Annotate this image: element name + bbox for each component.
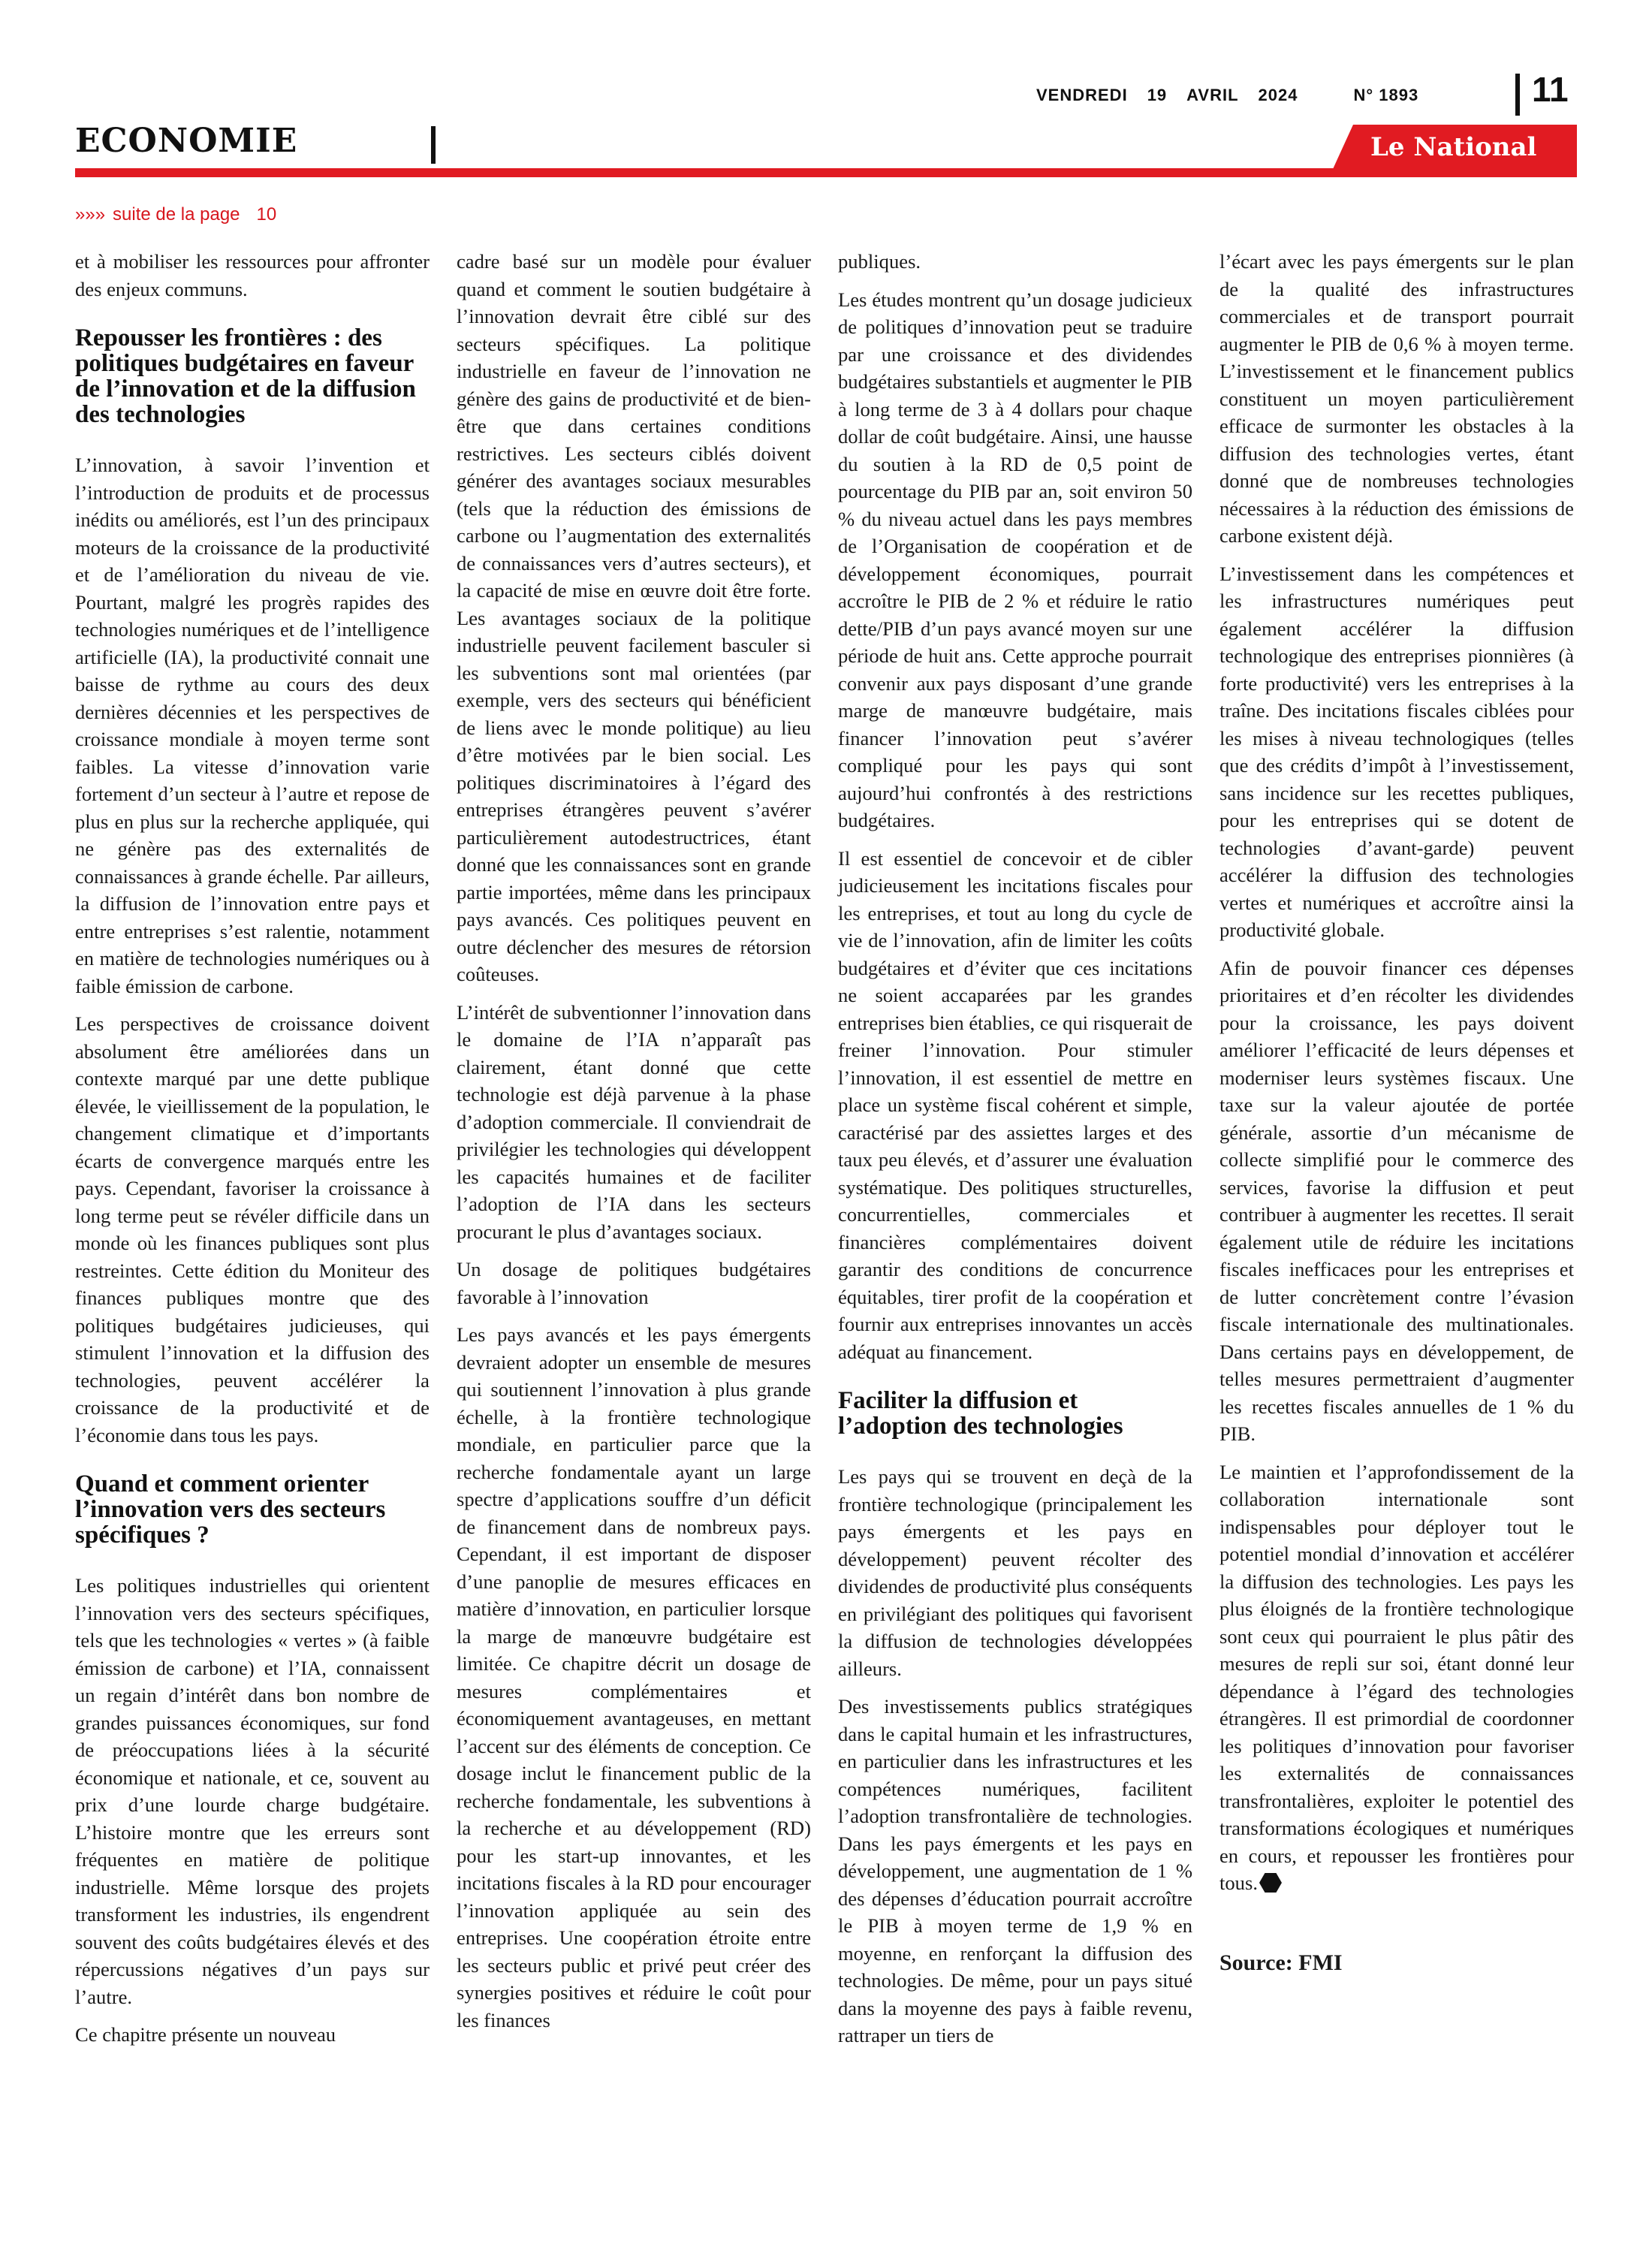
text: Source: FMI [1219,1950,1343,1975]
article-paragraph [838,845,1192,1366]
article-paragraph [838,286,1192,834]
article-paragraph [457,1321,811,2034]
article-paragraph [457,1256,811,1310]
page-number-divider [1515,74,1520,116]
article-subheading [75,325,430,427]
article-column-4 [1219,248,1574,1987]
article-paragraph [75,1572,430,2010]
text: Les pays qui se trouvent en deçà de la frontière technologique (principalement les pays émergents et les pays en développement) peuvent récolter des dividendes de productivité plus conséquents en privilégiant des politiques qui favorisent la diffusion de technologies développées ailleurs. [838,1465,1192,1680]
article-column-2 [457,248,811,2044]
article-paragraph [1219,955,1574,1448]
text: Quand et comment orienter l’innovation vers des secteurs spécifiques ? [75,1470,386,1549]
text: l’écart avec les pays émergents sur le plan de la qualité des infrastructures commerciales et de transport pourrait augmenter le PIB de 0,6 % à moyen terme. L’investissement et le financement publics constituent un moyen particulièrement efficace de surmonter les obstacles à la diffusion des technologies vertes, étant donné que de nombreuses technologies nécessaires à la réduction des émissions de carbone existent déjà. [1219,250,1574,547]
text: et à mobiliser les ressources pour affronter des enjeux communs. [75,250,430,300]
article-column-1 [75,248,430,2059]
text: cadre basé sur un modèle pour évaluer quand et comment le soutien budgétaire à l’innovation devrait être ciblé sur des secteurs spécifiques. La politique industrielle en faveur de l’innovation ne génère des gains de productivité et de bien-être que dans certaines conditions restrictives. Les secteurs ciblés doivent générer des avantages sociaux mesurables (tels que la réduction des émissions de carbone ou l’augmentation des externalités de connaissances vers d’autres secteurs), et la capacité de mise en œuvre doit être forte. Les avantages sociaux de la politique industrielle peuvent facilement basculer si les subventions sont mal orientées (par exemple, vers des secteurs qui bénéficient de liens avec le monde politique) au lieu d’être motivées par le bien social. Les politiques discriminatoires à l’égard des entreprises étrangères peuvent s’avérer particulièrement autodestructrices, étant donné que les connaissances sont en grande partie importées, même dans les principaux pays avancés. Ces politiques peuvent en outre déclencher des mesures de rétorsion coûteuses. [457,250,811,985]
continued-text: suite de la page [113,204,240,225]
article-subheading [75,1471,430,1548]
header-issue: N° 1893 [1353,86,1419,104]
text: publiques. [838,250,921,273]
article-paragraph [75,248,430,303]
text: Un dosage de politiques budgétaires favorable à l’innovation [457,1258,811,1308]
article-paragraph [75,2021,430,2049]
article-column-3 [838,248,1192,2060]
article-paragraph [457,248,811,988]
article-paragraph [1219,1458,1574,1897]
text: L’investissement dans les compétences et les infrastructures numériques peut également accélérer la diffusion technologique des entreprises pionnières (à forte productivité) vers les entreprises à la traîne. Des incitations fiscales ciblées pour les mises à niveau technologiques (telles que des crédits d’impôt à l’investissement, sans incidence sur les recettes publiques, pour les entreprises qui se dotent de technologies d’avant-garde) peuvent accélérer la diffusion des technologies vertes et numériques et accroître ainsi la productivité globale. [1219,562,1574,941]
article-paragraph [457,999,811,1246]
text: Les études montrent qu’un dosage judicieux de politiques d’innovation peut se traduire par une croissance et des dividendes budgétaires substantiels et augmenter le PIB à long terme de 3 à 4 dollars pour chaque dollar de coût budgétaire. Ainsi, une hausse du soutien à la RD de 0,5 point de pourcentage du PIB par an, soit environ 50 % du niveau actuel dans les pays membres de l’Organisation de coopération et de développement économiques, pourrait accroître le PIB de 2 % et réduire le ratio dette/PIB d’un pays avancé moyen sur une période de huit ans. Cette approche pourrait convenir aux pays disposant d’une grande marge de manœuvre budgétaire, mais financer l’innovation peut s’avérer compliqué pour les pays qui sont aujourd’hui confrontés à des restrictions budgétaires. [838,288,1192,831]
article-paragraph [75,1010,430,1449]
section-divider [431,126,436,164]
end-of-article-icon [1259,1873,1282,1893]
article-paragraph [75,451,430,1000]
text: Le maintien et l’approfondissement de la collaboration internationale sont indispensables pour déployer tout le potentiel mondial d’innovation et accélérer la diffusion des technologies. Les pays les plus éloignés de la frontière technologique sont ceux qui pourraient le plus pâtir des mesures de repli sur soi, étant donné leur dépendance à l’égard des technologies étrangères. Il est primordial de coordonner les politiques d’innovation pour favoriser les externalités de connaissances transfrontalières, exploiter le potentiel des transformations écologiques et numériques en cours, et repousser les frontières pour tous. [1219,1460,1574,1894]
article-paragraph [838,1463,1192,1682]
article-paragraph [838,1693,1192,2049]
header-date-num: 19 [1147,86,1168,104]
continued-arrows-icon: »»» [75,204,106,225]
text: Les perspectives de croissance doivent absolument être améliorées dans un contexte marqué par une dette publique élevée, le vieillissement de la population, le changement climatique et d’importants écarts de convergence marqués entre les pays. Cependant, favoriser la croissance à long terme peut se révéler difficile dans un monde où les finances publiques sont plus restreintes. Cette édition du Moniteur des finances publiques montre que des politiques budgétaires judicieuses, qui stimulent l’innovation et la diffusion des technologies, peuvent accélérer la croissance de la productivité et de l’économie dans tous les pays. [75,1012,430,1446]
text: Il est essentiel de concevoir et de cibler judicieusement les incitations fiscales pour les entreprises, et tout au long du cycle de vie de l’innovation, afin de limiter les coûts budgétaires et d’éviter que ces incitations ne soient accaparées par les grandes entreprises bien établies, ce qui risquerait de freiner l’innovation. Pour stimuler l’innovation, il est essentiel de mettre en place un système fiscal cohérent et simple, caractérisé par des assiettes larges et des taux peu élevés, et d’assurer une évaluation systématique. Des politiques structurelles, concurrentielles, commerciales et financières complémentaires doivent garantir des conditions de concurrence équitables, tirer profit de la coopération et fournir aux entreprises innovantes un accès adéquat au financement. [838,846,1192,1363]
text: Les pays avancés et les pays émergents devraient adopter un ensemble de mesures qui soutiennent l’innovation à plus grande échelle, à la frontière technologique mondiale, en particulier parce que la recherche fondamentale ayant un large spectre d’applications souffre d’un déficit de financement dans de nombreux pays. Cependant, il est important de disposer d’une panoplie de mesures efficaces en matière d’innovation, en particulier lorsque la marge de manœuvre budgétaire est limitée. Ce chapitre décrit un dosage de mesures complémentaires et économiquement avantageuses, en mettant l’accent sur des éléments de conception. Ce dosage inclut le financement public de la recherche fondamentale, les subventions à la recherche et au développement (RD) pour les start-up innovantes, et les incitations fiscales à la RD pour encourager l’innovation appliquée au sein des entreprises. Une coopération étroite entre les secteurs public et privé peut créer des synergies positives et réduire le coût pour les finances [457,1323,811,2031]
continued-from [75,204,276,225]
header-date [1036,86,1418,105]
brand-name: Le National [1370,132,1537,162]
article-source [1219,1950,1574,1977]
article-paragraph [1219,248,1574,550]
text: L’innovation, à savoir l’invention et l’introduction de produits et de processus inédits ou améliorés, est l’un des principaux moteurs de la croissance de la productivité et de l’amélioration du niveau de vie. Pourtant, malgré les progrès rapides des technologies numériques et de l’intelligence artificielle (IA), la productivité connait une baisse de rythme au cours des deux dernières décennies et les perspectives de croissance mondiale à moyen terme sont faibles. La vitesse d’innovation varie fortement d’un secteur à l’autre et repose de plus en plus sur la recherche appliquée, qui ne génère pas des externalités de connaissances à grande échelle. Par ailleurs, la diffusion de l’innovation entre pays et entre entreprises s’est ralentie, notamment en matière de technologies numériques ou à faible émission de carbone. [75,454,430,997]
text: L’intérêt de subventionner l’innovation dans le domaine de l’IA n’apparaît pas clairement, étant donné que cette technologie est déjà parvenue à la phase d’adoption commerciale. Il conviendrait de privilégier les technologies qui développent les capacités humaines et de faciliter l’adoption de l’IA dans les secteurs procurant le plus d’avantages sociaux. [457,1000,811,1243]
article-subheading [838,1388,1192,1439]
text: Afin de pouvoir financer ces dépenses prioritaires et d’en récolter les dividendes pour la croissance, les pays doivent améliorer l’efficacité de leurs dépenses et moderniser leurs systèmes fiscaux. Une taxe sur la valeur ajoutée de portée générale, assortie d’un mécanisme de collecte simplifié pour le commerce des services, favorise la diffusion et peut contribuer à augmenter les recettes. Il serait également utile de réduire les incitations fiscales inefficaces pour les entreprises et de lutter concrètement contre l’évasion fiscale internationale des multinationales. Dans certains pays en développement, de telles mesures permettraient d’augmenter les recettes fiscales annuelles de 1 % du PIB. [1219,956,1574,1445]
header-month: AVRIL [1186,86,1239,104]
header-year: 2024 [1258,86,1298,104]
text: Les politiques industrielles qui orientent l’innovation vers des secteurs spécifiques, tels que les technologies « vertes » (à faible émission de carbone) et l’IA, connaissent un regain d’intérêt dans bon nombre de grandes puissances économiques, sur fond de préoccupations liées à la sécurité économique et nationale, et ce, souvent au prix d’une lourde charge budgétaire. L’histoire montre que les erreurs sont fréquentes en matière de politique industrielle. Même lorsque des projets transforment les industries, ils engendrent souvent des coûts budgétaires élevés et des répercussions négatives d’un pays sur l’autre. [75,1574,430,2008]
article-paragraph [1219,560,1574,944]
section-title: ECONOMIE [75,122,298,160]
article-paragraph [838,248,1192,276]
text: Des investissements publics stratégiques dans le capital humain et les infrastructures, en particulier dans les infrastructures et les compétences numériques, facilitent l’adoption transfrontalière de technologies. Dans les pays émergents et les pays en développement, une augmentation de 1 % des dépenses d’éducation pourrait accroître le PIB à moyen terme de 1,9 % en moyenne, en renforçant la diffusion des technologies. De même, pour un pays situé dans la moyenne des pays à faible revenu, rattraper un tiers de [838,1695,1192,2046]
text: Repousser les frontières : des politiques budgétaires en faveur de l’innovation et de la diffusion des technologies [75,324,416,428]
page-number: 11 [1532,70,1569,109]
continued-page: 10 [256,204,277,225]
header-day: VENDREDI [1036,86,1128,104]
text: Ce chapitre présente un nouveau [75,2023,336,2046]
text: Faciliter la diffusion et l’adoption des technologies [838,1387,1123,1440]
